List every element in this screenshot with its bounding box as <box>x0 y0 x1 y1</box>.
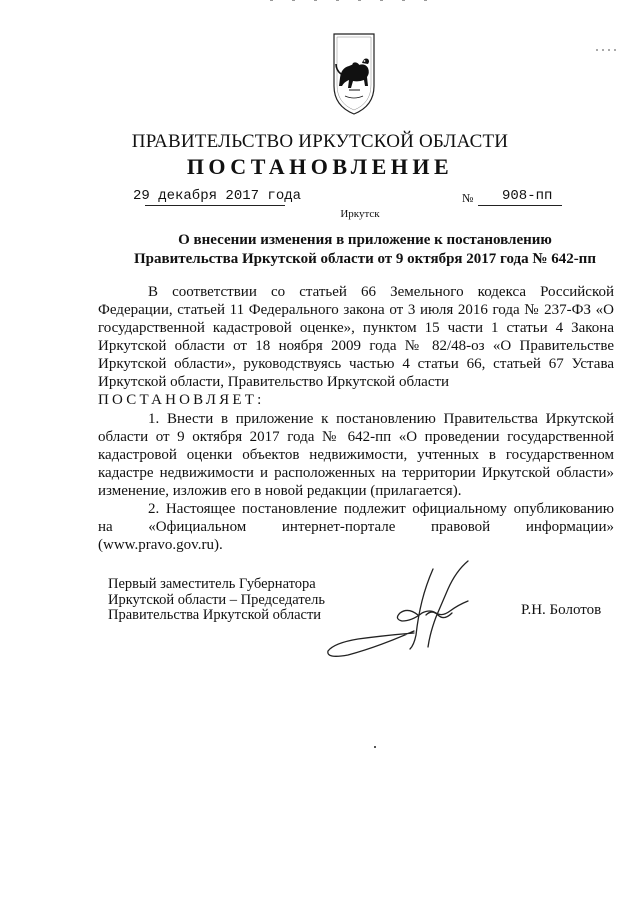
item-2-paragraph: 2. Настоящее постановление подлежит официальному опубликованию на «Официальном интернет-портале правовой информации» (www.pravo.gov.ru). <box>98 501 614 553</box>
city-name: Иркутск <box>340 208 380 220</box>
decree-number: 908-пп <box>502 188 553 204</box>
position-line-2: Иркутской области – Председатель <box>108 591 325 608</box>
item-1-paragraph: 1. Внести в приложение к постановлению Правительства Иркутской области от 9 октября 2017 года № 642-пп «О проведении государственной кадастровой оценки объектов недвижимости, учтенных в государственном кадастре недвижимости и расположенных на территории Иркутской области» изменение, изложив его в новой редакции (прилагается). <box>98 411 614 499</box>
coat-of-arms-icon <box>327 30 381 116</box>
scan-speck <box>374 746 376 748</box>
handwritten-signature <box>318 555 498 665</box>
organization-name: ПРАВИТЕЛЬСТВО ИРКУТСКОЙ ОБЛАСТИ <box>131 131 509 152</box>
decree-date: 29 декабря 2017 года <box>133 188 302 204</box>
decree-subject <box>100 231 630 269</box>
preamble-block <box>98 283 614 391</box>
scan-marks <box>270 0 430 3</box>
preamble-paragraph: В соответствии со статьей 66 Земельного кодекса Российской Федерации, статьей 11 Федерального закона от 3 июля 2016 года № 237-ФЗ «О государственной кадастровой оценке», пунктом 15 части 1 статьи 4 Закона Иркутской области от 18 ноября 2009 года № 82/48-оз «О Правительстве Иркутской области», руководствуясь частью 4 статьи 66, статьей 67 Устава Иркутской области, Правительство Иркутской области <box>98 284 614 390</box>
position-line-1: Первый заместитель Губернатора <box>108 576 316 592</box>
position-line-3: Правительства Иркутской области <box>108 607 322 623</box>
signatory-position <box>108 577 325 624</box>
number-sign: № <box>462 191 474 205</box>
document-type: ПОСТАНОВЛЕНИЕ <box>186 154 454 179</box>
date-underline <box>145 205 285 206</box>
decree-word: ПОСТАНОВЛЯЕТ: <box>98 392 265 408</box>
items-block <box>98 410 614 554</box>
number-underline <box>478 205 562 206</box>
signatory-name: Р.Н. Болотов <box>521 602 602 618</box>
scan-mark <box>596 46 616 54</box>
subject-line-2: Правительства Иркутской области от 9 октября 2017 года № 642-пп <box>134 251 596 267</box>
subject-line-1: О внесении изменения в приложение к постановлению <box>178 232 552 248</box>
